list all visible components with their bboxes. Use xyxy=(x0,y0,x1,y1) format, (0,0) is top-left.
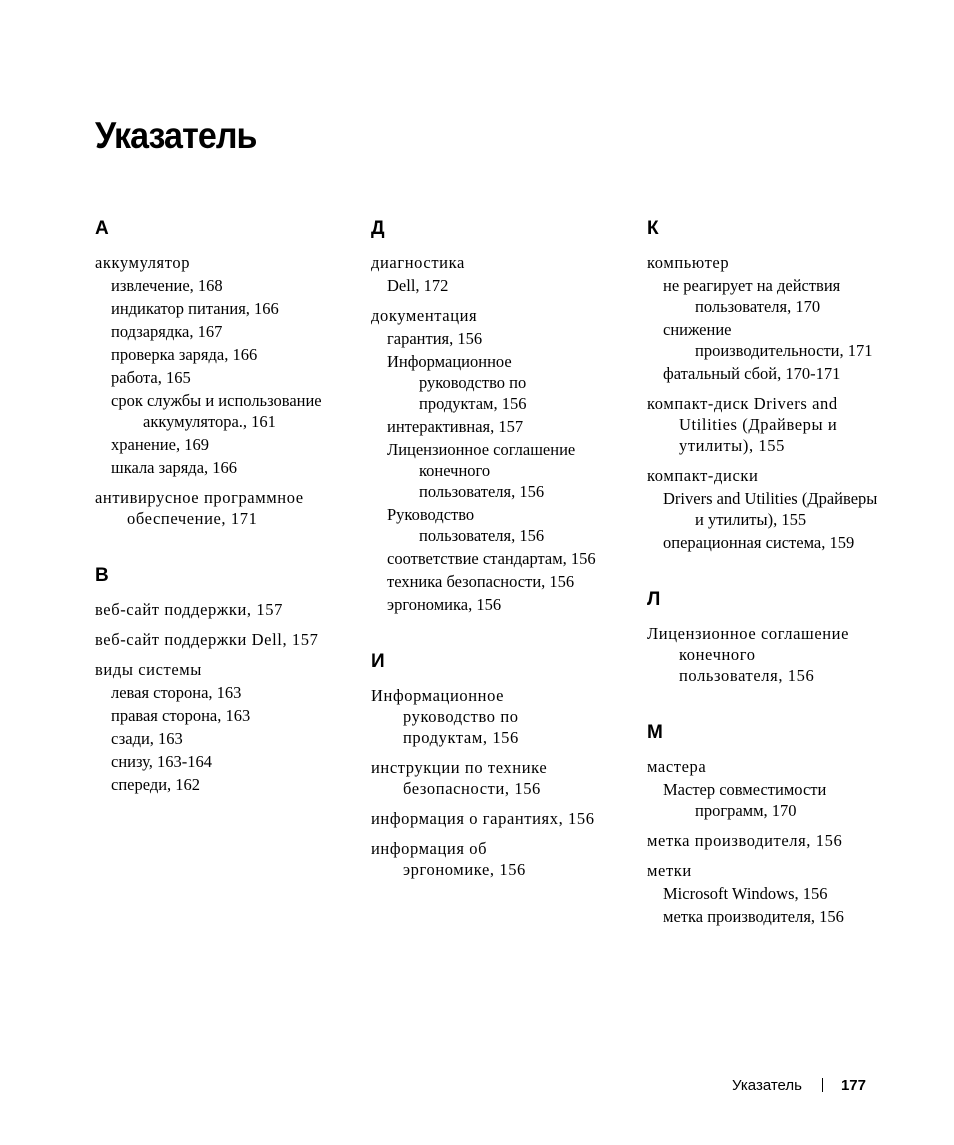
subentry-list xyxy=(371,328,641,615)
index-entry xyxy=(647,860,917,927)
subentry-text: срок службы и использование xyxy=(111,391,322,410)
subentry-list xyxy=(95,275,365,478)
subentry-text: подзарядка, 167 xyxy=(111,322,223,341)
subentry-text: Лицензионное соглашение xyxy=(387,440,576,459)
subentry xyxy=(647,532,917,553)
entry-continuation: руководство по xyxy=(403,707,519,726)
entry-heading xyxy=(647,252,917,273)
index-entry xyxy=(371,808,641,829)
page-footer xyxy=(732,1076,866,1096)
entry-heading xyxy=(95,599,365,620)
entry-heading xyxy=(95,659,365,680)
subentry xyxy=(95,434,365,455)
index-entry xyxy=(371,838,641,880)
subentry-text: правая сторона, 163 xyxy=(111,706,251,725)
subentry-list xyxy=(647,779,917,821)
subentry-text: спереди, 162 xyxy=(111,775,201,794)
subentry-text: гарантия, 156 xyxy=(387,329,483,348)
entry-heading xyxy=(647,393,917,456)
subentry-text: Dell, 172 xyxy=(387,276,449,295)
entry-heading-text: Информационное xyxy=(371,686,505,705)
index-entry xyxy=(371,757,641,799)
subentry xyxy=(95,682,365,703)
entry-heading xyxy=(647,465,917,486)
entry-heading-text: информация о гарантиях, 156 xyxy=(371,809,595,828)
index-section xyxy=(371,216,641,615)
footer-divider xyxy=(822,1078,823,1092)
index-section xyxy=(95,563,365,795)
index-entry xyxy=(95,659,365,795)
page-number: 177 xyxy=(840,1077,866,1094)
subentry-text: интерактивная, 157 xyxy=(387,417,524,436)
index-section xyxy=(95,216,365,529)
subentry xyxy=(95,390,365,432)
subentry-text: снижение xyxy=(663,320,732,339)
entry-heading-text: веб-сайт поддержки, 157 xyxy=(95,600,283,619)
section-letter: Д xyxy=(371,218,385,239)
entry-heading-text: антивирусное программное xyxy=(95,488,304,507)
subentry-text: фатальный сбой, 170-171 xyxy=(663,364,841,383)
subentry-text: операционная система, 159 xyxy=(663,533,855,552)
subentry xyxy=(647,883,917,904)
entry-continuation: пользователя, 156 xyxy=(679,666,815,685)
subentry xyxy=(95,344,365,365)
entry-heading-text: аккумулятор xyxy=(95,253,191,272)
entry-heading-text: Лицензионное соглашение xyxy=(647,624,850,643)
index-column-2 xyxy=(371,216,641,914)
subentry xyxy=(647,275,917,317)
section-letter: К xyxy=(647,218,659,239)
entry-heading xyxy=(95,629,365,650)
section-letter: В xyxy=(95,565,109,586)
entry-heading xyxy=(371,838,641,880)
entry-heading-text: документация xyxy=(371,306,478,325)
index-entry xyxy=(647,393,917,456)
subentry xyxy=(371,594,641,615)
entry-heading xyxy=(95,252,365,273)
entry-continuation: эргономике, 156 xyxy=(403,860,526,879)
entry-continuation: пользователя, 156 xyxy=(419,482,545,501)
subentry xyxy=(371,504,641,546)
index-entry xyxy=(95,599,365,620)
index-section xyxy=(371,649,641,880)
subentry xyxy=(95,774,365,795)
index-entry xyxy=(647,830,917,851)
subentry-list xyxy=(647,883,917,927)
entry-heading-text: виды системы xyxy=(95,660,202,679)
subentry xyxy=(95,728,365,749)
index-section xyxy=(647,216,917,553)
subentry-text: Руководство xyxy=(387,505,475,524)
entry-heading-text: компакт-диск Drivers and xyxy=(647,394,838,413)
entry-continuation: продуктам, 156 xyxy=(403,728,519,747)
subentry-list xyxy=(647,275,917,384)
entry-heading-text: метки xyxy=(647,861,692,880)
index-section xyxy=(647,587,917,686)
entry-heading-text: веб-сайт поддержки Dell, 157 xyxy=(95,630,319,649)
index-entry xyxy=(647,252,917,384)
section-letter: М xyxy=(647,722,663,743)
index-entry xyxy=(371,685,641,748)
entry-heading xyxy=(647,860,917,881)
subentry xyxy=(371,548,641,569)
subentry-text: Microsoft Windows, 156 xyxy=(663,884,828,903)
entry-continuation: аккумулятора., 161 xyxy=(143,412,276,431)
entry-heading-text: компакт-диски xyxy=(647,466,759,485)
subentry-text: Информационное xyxy=(387,352,512,371)
subentry xyxy=(95,367,365,388)
subentry-text: работа, 165 xyxy=(111,368,191,387)
entry-continuation: конечного xyxy=(679,645,756,664)
subentry xyxy=(371,416,641,437)
entry-heading xyxy=(95,487,365,529)
subentry-text: метка производителя, 156 xyxy=(663,907,844,926)
index-entry xyxy=(371,305,641,615)
section-letter: Л xyxy=(647,589,661,610)
entry-continuation: утилиты), 155 xyxy=(679,436,785,455)
entry-continuation: Utilities (Драйверы и xyxy=(679,415,838,434)
entry-heading-text: инструкции по технике xyxy=(371,758,548,777)
entry-heading xyxy=(647,623,917,686)
page-title: Указатель xyxy=(95,115,257,156)
section-letter: И xyxy=(371,651,385,672)
subentry xyxy=(647,319,917,361)
section-letter: А xyxy=(95,218,109,239)
subentry-text: индикатор питания, 166 xyxy=(111,299,279,318)
entry-continuation: руководство по xyxy=(419,373,527,392)
subentry-list xyxy=(371,275,641,296)
subentry-text: извлечение, 168 xyxy=(111,276,223,295)
entry-heading xyxy=(371,252,641,273)
subentry xyxy=(95,275,365,296)
entry-continuation: безопасности, 156 xyxy=(403,779,541,798)
subentry-text: левая сторона, 163 xyxy=(111,683,242,702)
subentry-text: не реагирует на действия xyxy=(663,276,841,295)
entry-heading-text: мастера xyxy=(647,757,707,776)
index-entry xyxy=(647,623,917,686)
subentry-text: проверка заряда, 166 xyxy=(111,345,258,364)
entry-heading xyxy=(647,830,917,851)
entry-continuation: пользователя, 170 xyxy=(695,297,821,316)
subentry-text: соответствие стандартам, 156 xyxy=(387,549,596,568)
entry-heading-text: информация об xyxy=(371,839,488,858)
entry-continuation: обеспечение, 171 xyxy=(127,509,258,528)
entry-heading-text: метка производителя, 156 xyxy=(647,831,843,850)
subentry xyxy=(647,488,917,530)
entry-heading xyxy=(371,685,641,748)
subentry-text: техника безопасности, 156 xyxy=(387,572,575,591)
entry-continuation: производительности, 171 xyxy=(695,341,873,360)
subentry-text: снизу, 163-164 xyxy=(111,752,212,771)
subentry xyxy=(647,779,917,821)
entry-continuation: программ, 170 xyxy=(695,801,797,820)
subentry xyxy=(95,321,365,342)
subentry xyxy=(95,751,365,772)
subentry xyxy=(371,571,641,592)
subentry-text: Drivers and Utilities (Драйверы xyxy=(663,489,878,508)
entry-continuation: продуктам, 156 xyxy=(419,394,527,413)
subentry-text: Мастер совместимости xyxy=(663,780,827,799)
entry-heading xyxy=(371,305,641,326)
subentry-text: эргономика, 156 xyxy=(387,595,502,614)
entry-heading xyxy=(371,808,641,829)
entry-continuation: конечного xyxy=(419,461,491,480)
subentry-text: сзади, 163 xyxy=(111,729,183,748)
index-section xyxy=(647,720,917,927)
subentry-list xyxy=(95,682,365,795)
index-entry xyxy=(371,252,641,296)
entry-continuation: и утилиты), 155 xyxy=(695,510,807,529)
subentry xyxy=(95,298,365,319)
subentry xyxy=(647,363,917,384)
subentry xyxy=(95,457,365,478)
subentry xyxy=(371,275,641,296)
subentry xyxy=(371,439,641,502)
index-column-1 xyxy=(95,216,365,829)
subentry xyxy=(647,906,917,927)
index-column-3 xyxy=(647,216,917,961)
entry-heading-text: компьютер xyxy=(647,253,730,272)
subentry-text: хранение, 169 xyxy=(111,435,209,454)
entry-heading xyxy=(371,757,641,799)
entry-heading-text: диагностика xyxy=(371,253,465,272)
entry-heading xyxy=(647,756,917,777)
entry-continuation: пользователя, 156 xyxy=(419,526,545,545)
footer-label: Указатель xyxy=(732,1077,802,1094)
subentry xyxy=(95,705,365,726)
index-entry xyxy=(95,629,365,650)
index-entry xyxy=(95,252,365,478)
subentry-list xyxy=(647,488,917,553)
index-entry xyxy=(95,487,365,529)
subentry-text: шкала заряда, 166 xyxy=(111,458,238,477)
index-entry xyxy=(647,756,917,821)
index-entry xyxy=(647,465,917,553)
subentry xyxy=(371,351,641,414)
subentry xyxy=(371,328,641,349)
